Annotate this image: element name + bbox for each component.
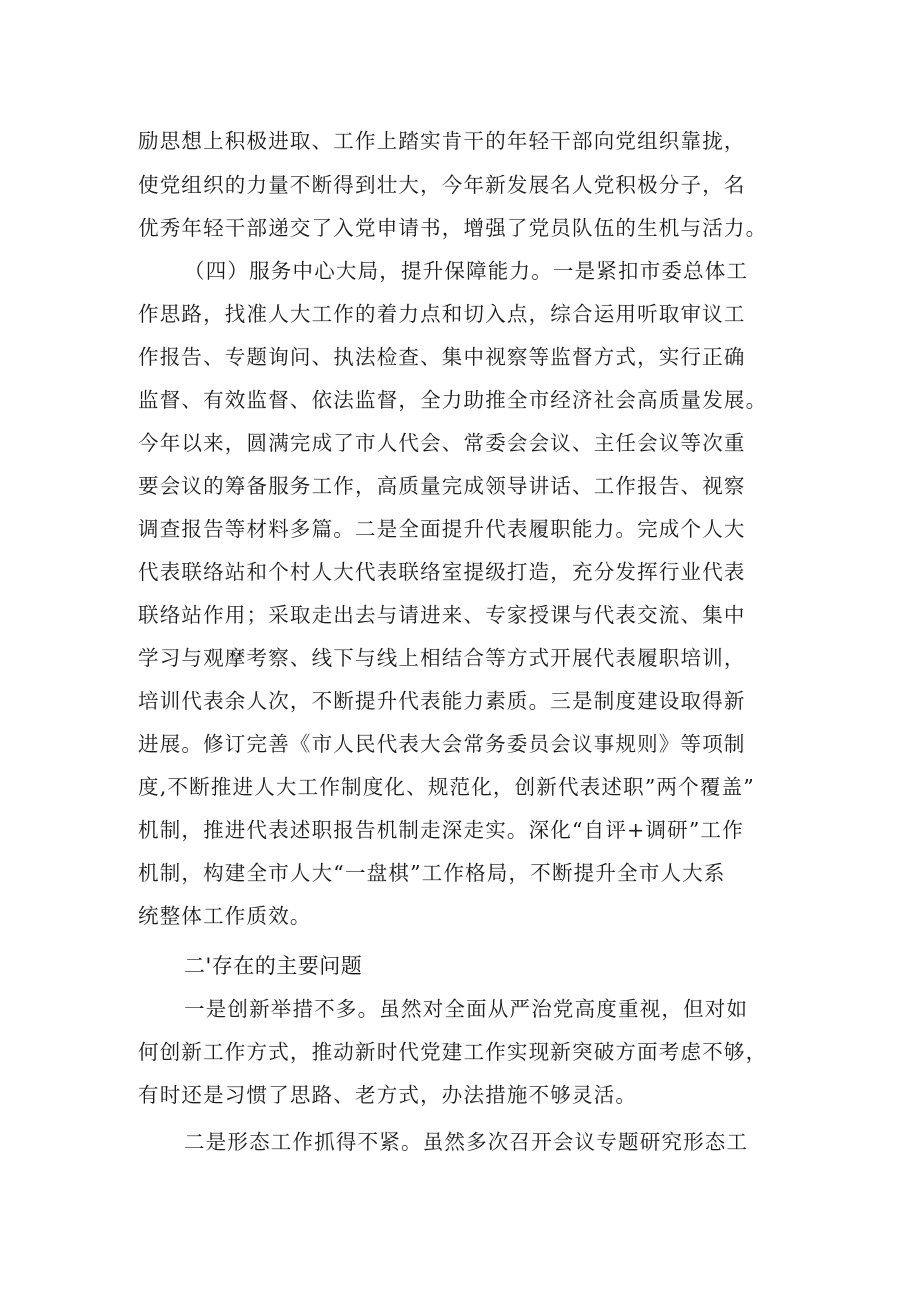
paragraph-line: 学习与观摩考察、线下与线上相结合等方式开展代表履职培训， [138,646,746,670]
paragraph-line: 有时还是习惯了思路、老方式，办法措施不够灵活。 [138,1083,638,1107]
paragraph-line: 代表联络站和个村人大代表联络室提级打造，充分发挥行业代表 [138,560,746,584]
paragraph-line: 励思想上积极进取、工作上踏实肯干的年轻干部向党组织靠拢， [138,129,746,153]
paragraph-line: 作报告、专题询问、执法检查、集中视察等监督方式，实行正确 [138,345,746,369]
paragraph-line: 机制，推进代表述职报告机制走深走实。深化“自评+调研”工作 [138,818,744,842]
paragraph-line: 作思路，找准人大工作的着力点和切入点，综合运用听取审议工 [138,302,746,326]
paragraph-line: 二是形态工作抓得不紧。虽然多次召开会议专题研究形态工 [184,1130,749,1154]
paragraph-line: 何创新工作方式，推动新时代党建工作实现新突破方面考虑不够， [138,1040,768,1064]
paragraph-line: 一是创新举措不多。虽然对全面从严治党高度重视，但对如 [184,997,749,1021]
paragraph-line: 联络站作用；采取走出去与请进来、专家授课与代表交流、集中 [138,603,746,627]
paragraph-line: 优秀年轻干部递交了入党申请书，增强了党员队伍的生机与活力。 [138,216,768,240]
paragraph-line: 今年以来，圆满完成了市人代会、常委会会议、主任会议等次重 [138,431,746,455]
paragraph-line: 机制，构建全市人大“一盘棋”工作格局，不断提升全市人大系 [138,861,726,885]
section-heading: 二'存在的主要问题 [184,954,363,978]
paragraph-line: 监督、有效监督、依法监督，全力助推全市经济社会高质量发展。 [138,388,768,412]
paragraph-line: 使党组织的力量不断得到壮大，今年新发展名人党积极分子，名 [138,173,746,197]
paragraph-line: 培训代表余人次，不断提升代表能力素质。三是制度建设取得新 [138,689,746,713]
paragraph-line: 要会议的筹备服务工作，高质量完成领导讲话、工作报告、视察 [138,474,746,498]
paragraph-line: （四）服务中心大局，提升保障能力。一是紧扣市委总体工 [184,259,749,283]
paragraph-line: 调查报告等材料多篇。二是全面提升代表履职能力。完成个人大 [138,517,746,541]
paragraph-line: 度,不断推进人大工作制度化、规范化，创新代表述职”两个覆盖” [138,775,755,799]
paragraph-line: 统整体工作质效。 [138,904,312,928]
paragraph-line: 进展。修订完善《市人民代表大会常务委员会议事规则》等项制 [138,732,746,756]
